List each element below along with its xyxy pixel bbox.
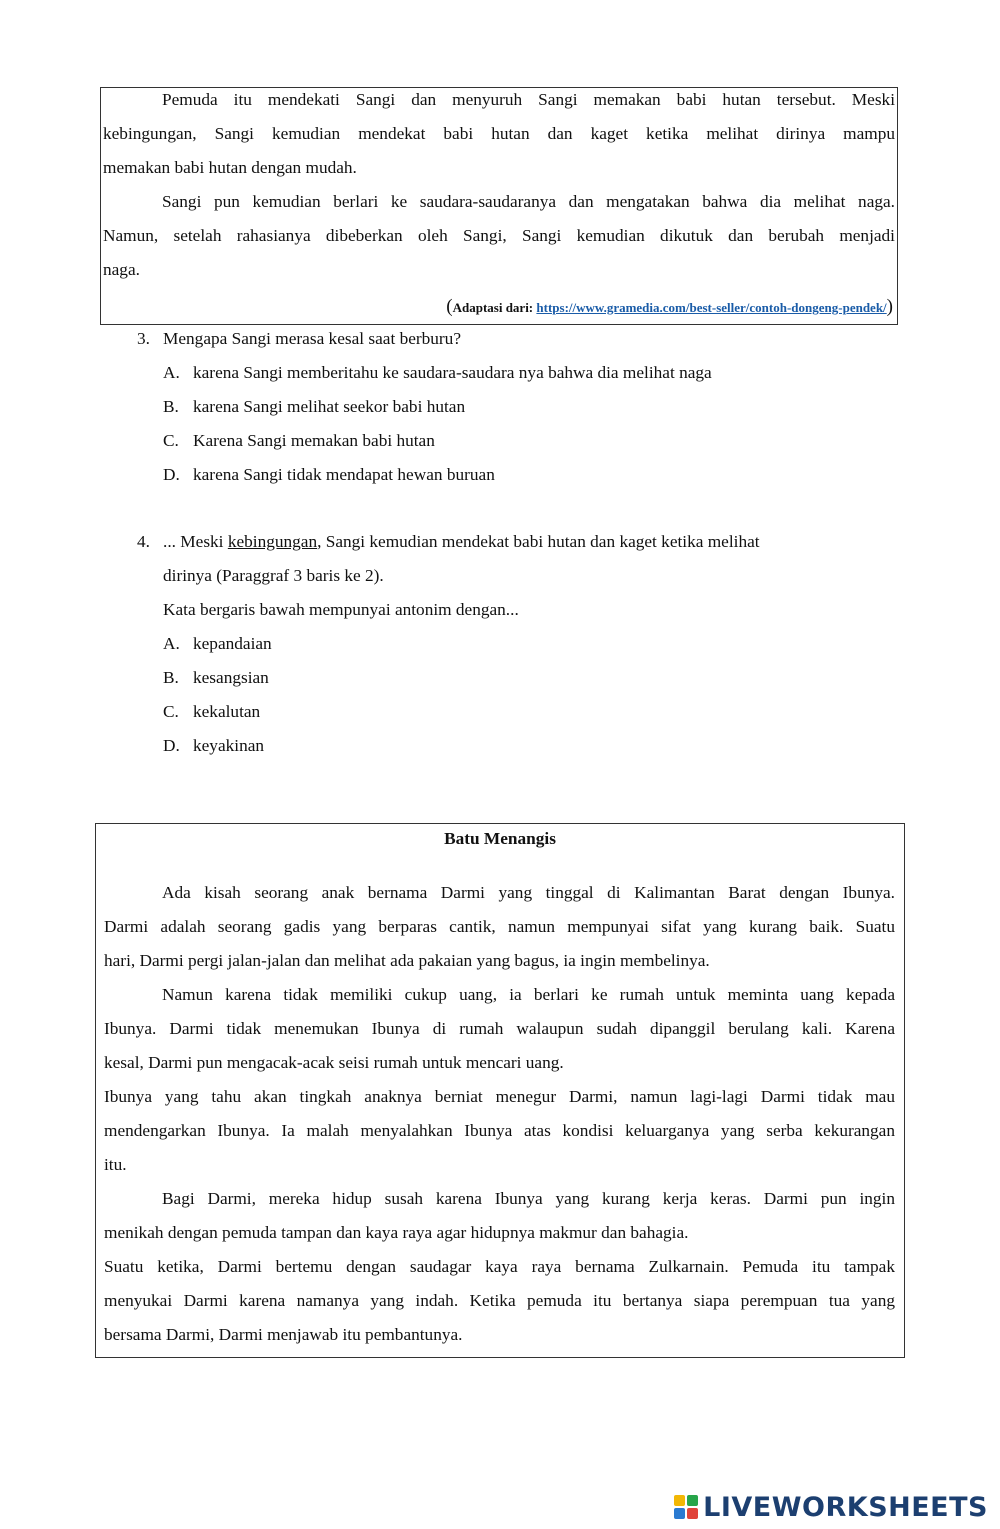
source-link[interactable]: https://www.gramedia.com/best-seller/contoh-dongeng-pendek/ [536,300,887,315]
option-letter: A. [163,363,180,382]
option-c[interactable] [163,429,435,453]
liveworksheets-logo-icon [673,1494,699,1520]
passage-line: itu. [104,1155,127,1174]
passage-line: memakan babi hutan dengan mudah. [103,158,357,177]
option-letter: D. [163,736,180,755]
option-text: Karena Sangi memakan babi hutan [193,431,435,450]
passage-line: Ibunya yang tahu akan tingkah anaknya berniat menegur Darmi, namun lagi-lagi Darmi tidak mau [104,1087,895,1106]
passage-line: kebingungan, Sangi kemudian mendekat babi hutan dan kaget ketika melihat dirinya mampu [103,124,895,143]
option-d[interactable] [163,463,495,487]
passage-line: Suatu ketika, Darmi bertemu dengan saudagar kaya raya bernama Zulkarnain. Pemuda itu tampak [104,1257,895,1276]
option-text: karena Sangi melihat seekor babi hutan [193,397,466,416]
option-letter: D. [163,465,180,484]
source-close-paren: ) [886,296,893,317]
option-text: karena Sangi memberitahu ke saudara-saudara nya bahwa dia melihat naga [193,363,712,382]
passage-line: menyukai Darmi karena namanya yang indah. Ketika pemuda itu bertanya siapa perempuan tua yang [104,1291,895,1310]
option-d[interactable] [163,734,264,758]
passage-line: kesal, Darmi pun mengacak-acak seisi rumah untuk mencari uang. [104,1053,564,1072]
passage-line: menikah dengan pemuda tampan dan kaya raya agar hidupnya makmur dan bahagia. [104,1223,689,1242]
passage-line: Ada kisah seorang anak bernama Darmi yang tinggal di Kalimantan Barat dengan Ibunya. [162,883,895,902]
option-text: kekalutan [193,702,261,721]
passage-line: bersama Darmi, Darmi menjawab itu pembantunya. [104,1325,463,1344]
passage-line: naga. [103,260,140,279]
passage-line: Namun, setelah rahasianya dibeberkan oleh Sangi, Sangi kemudian dikutuk dan berubah menjadi [103,226,895,245]
passage-line: Bagi Darmi, mereka hidup susah karena Ibunya yang kurang kerja keras. Darmi pun ingin [162,1189,895,1208]
option-a[interactable] [163,632,272,656]
passage-line: Namun karena tidak memiliki cukup uang, ia berlari ke rumah untuk meminta uang kepada [162,985,895,1004]
passage-title: Batu Menangis [444,829,556,848]
question-number: 4. [137,532,150,551]
option-letter: C. [163,431,179,450]
passage-line: mendengarkan Ibunya. Ia malah menyalahkan Ibunya atas kondisi keluarganya yang serba kekurangan [104,1121,895,1140]
passage-line: Darmi adalah seorang gadis yang berparas cantik, namun mempunyai sifat yang kurang baik. Suatu [104,917,895,936]
liveworksheets-logo-text: LIVEWORKSHEETS [703,1491,988,1523]
question-number: 3. [137,329,150,348]
question-text [163,530,760,554]
option-text: kepandaian [193,634,272,653]
option-text: keyakinan [193,736,265,755]
passage-line: Sangi pun kemudian berlari ke saudara-saudaranya dan mengatakan bahwa dia melihat naga. [162,192,895,211]
question-text-after: , Sangi kemudian mendekat babi hutan dan kaget ketika melihat [317,532,760,551]
passage-line: Ibunya. Darmi tidak menemukan Ibunya di rumah walaupun sudah dipanggil berulang kali. Karena [104,1019,895,1038]
question-text-line2: dirinya (Paraggraf 3 baris ke 2). [163,566,384,585]
option-letter: A. [163,634,180,653]
option-text: karena Sangi tidak mendapat hewan buruan [193,465,495,484]
option-text: kesangsian [193,668,269,687]
underlined-word: kebingungan [227,532,318,551]
option-c[interactable] [163,700,260,724]
option-a[interactable] [163,361,712,385]
liveworksheets-logo[interactable] [673,1490,988,1524]
passage-line: hari, Darmi pergi jalan-jalan dan melihat ada pakaian yang bagus, ia ingin membelinya. [104,951,710,970]
option-letter: B. [163,668,179,687]
question-text-before: ... Meski [163,532,228,551]
source-label: Adaptasi dari: [452,300,537,315]
option-b[interactable] [163,395,465,419]
passage-box-sangi [100,87,898,325]
option-letter: B. [163,397,179,416]
passage-box-batu-menangis [95,823,905,1358]
question-text: Mengapa Sangi merasa kesal saat berburu? [163,329,461,348]
source-citation [446,295,893,319]
option-b[interactable] [163,666,269,690]
source-open-paren: ( [446,296,453,317]
question-prompt: Kata bergaris bawah mempunyai antonim dengan... [163,600,519,619]
passage-line: Pemuda itu mendekati Sangi dan menyuruh Sangi memakan babi hutan tersebut. Meski [162,90,895,109]
option-letter: C. [163,702,179,721]
